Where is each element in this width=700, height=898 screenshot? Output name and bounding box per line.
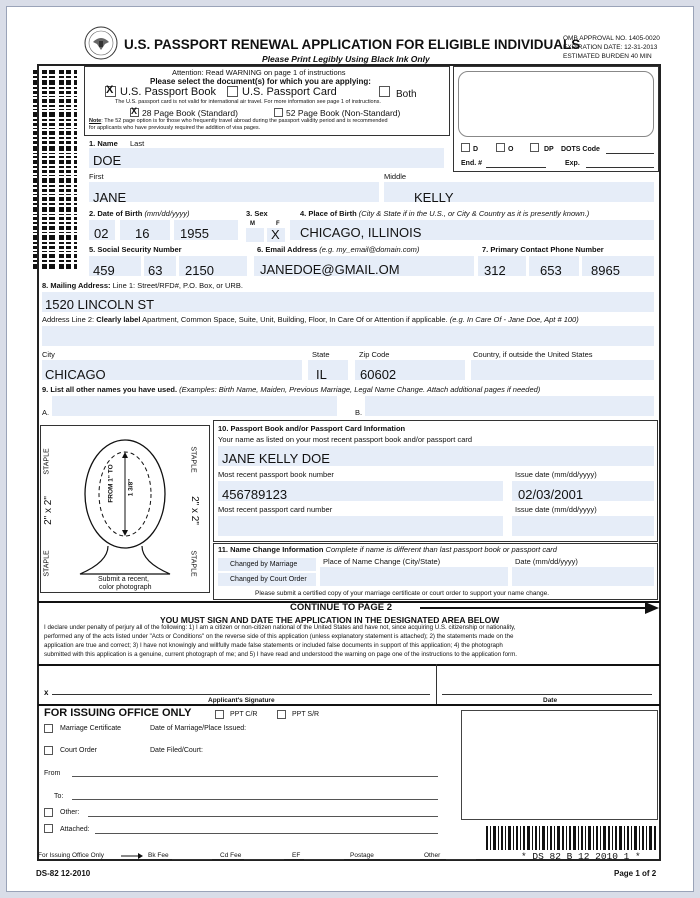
date-filed-label: Date Filed/Court:: [150, 747, 203, 754]
place-name-change-field[interactable]: [320, 567, 508, 586]
state-field[interactable]: [308, 360, 348, 380]
note-label: Note: [89, 118, 102, 124]
issuing-office-title: FOR ISSUING OFFICE ONLY: [44, 707, 192, 719]
continue-label: CONTINUE TO PAGE 2: [290, 602, 393, 613]
sex-value: X: [271, 227, 280, 242]
last-name-label: Last: [130, 139, 145, 148]
passport-book-number-value: 456789123: [222, 487, 288, 502]
address-line2-label-c: Apartment, Common Space, Suite, Unit, Building, Floor, In Care Of or Attention if applicable.: [142, 315, 448, 324]
from-line: [72, 776, 438, 777]
o-label: O: [508, 146, 514, 153]
book-option-note: [89, 118, 388, 124]
passport-book-mark: X: [106, 84, 114, 96]
marriage-cert-label: Marriage Certificate: [60, 725, 122, 732]
exp-label: Exp.: [565, 160, 580, 167]
zip-value: 60602: [360, 367, 397, 382]
state-label: State: [312, 350, 330, 359]
ef-line: [304, 859, 344, 860]
name-change-hint: Complete if name is different than last passport book or passport card: [325, 545, 557, 554]
both-label: Both: [396, 89, 417, 100]
court-order-label: Court Order: [60, 747, 97, 754]
ssn-part-3: 2150: [185, 263, 214, 278]
passport-name-value: JANE KELLY DOE: [222, 451, 330, 466]
first-name-label: First: [89, 172, 104, 181]
signature-bottom-border: [38, 704, 660, 706]
state-value: IL: [316, 367, 327, 382]
address-line2-field[interactable]: [42, 326, 654, 346]
email-value: JANEDOE@GMAIL.OM: [260, 262, 400, 277]
sex-label: 3. Sex: [246, 209, 268, 218]
address-line2-label-a: Address Line 2:: [42, 315, 95, 324]
form-title: U.S. PASSPORT RENEWAL APPLICATION FOR ELIGIBLE INDIVIDUALS: [124, 37, 581, 52]
country-label: Country, if outside the United States: [473, 350, 593, 359]
city-value: CHICAGO: [45, 367, 106, 382]
bk-fee-label: Bk Fee: [148, 852, 169, 859]
bottom-barcode-icon: [486, 826, 656, 850]
passport-card-label: U.S. Passport Card: [242, 86, 337, 98]
other-name-b-label: B.: [355, 408, 363, 417]
sex-f-label: F: [276, 221, 280, 227]
signature-line: [52, 694, 430, 695]
other-name-b-field[interactable]: [365, 396, 654, 416]
end-label: End. #: [461, 160, 483, 167]
selection-prompt: Please select the document(s) for which you are applying:: [150, 77, 371, 86]
date-label: Date: [543, 697, 558, 704]
omb-number: OMB APPROVAL NO. 1405-0020: [563, 35, 660, 42]
address-line1-hint: Line 1: Street/RFD#, P.O. Box, or URB.: [112, 281, 243, 290]
phone-label: 7. Primary Contact Phone Number: [482, 245, 604, 254]
signature-date-field[interactable]: [442, 668, 652, 694]
photo-size-left: 2" x 2": [42, 496, 54, 525]
pob-hint: (City & State if in the U.S., or City & Country as it is presently known.): [358, 209, 590, 218]
attention-note: Attention: Read WARNING on page 1 of instructions: [172, 68, 346, 77]
issuing-stamp-box: [461, 710, 658, 820]
first-name-value: JANE: [93, 190, 127, 205]
phone-area: 312: [484, 263, 506, 278]
expiration-date: EXPIRATION DATE: 12-31-2013: [563, 44, 658, 51]
staple-left-top: STAPLE: [43, 448, 51, 475]
phone-prefix: 653: [540, 263, 562, 278]
bk-fee-line: [172, 859, 212, 860]
place-name-change-label: Place of Name Change (City/State): [323, 557, 441, 566]
o-checkbox[interactable]: [496, 143, 505, 152]
other-label: Other:: [60, 809, 80, 816]
name-change-title-text: 11. Name Change Information: [218, 545, 324, 554]
signature-top-border: [38, 664, 660, 666]
passport-card-checkbox[interactable]: [227, 86, 238, 97]
dob-year: 1955: [180, 226, 209, 241]
ppt-cr-label: PPT C/R: [230, 711, 258, 718]
other-names-hint: (Examples: Birth Name, Maiden, Previous Marriage, Legal Name Change. Attach additional pages if needed): [179, 385, 541, 394]
ssn-part-1: 459: [93, 263, 115, 278]
other-names-label: [42, 385, 540, 394]
signature-date-divider: [436, 664, 437, 704]
attached-label: Attached:: [60, 826, 90, 833]
first-name-field[interactable]: [89, 182, 379, 202]
dots-code-label: DOTS Code: [561, 146, 600, 153]
page-number: Page 1 of 2: [614, 869, 657, 878]
photo-size-right: 2" x 2": [188, 496, 200, 525]
book-52-label: 52 Page Book (Non-Standard): [286, 108, 401, 118]
photo-head-outline-icon: [70, 434, 180, 584]
dots-code-line: [606, 153, 654, 154]
book-28-label: 28 Page Book (Standard): [142, 108, 238, 118]
book-28-mark: X: [131, 106, 138, 116]
signature-field[interactable]: [52, 668, 430, 694]
pob-label-text: 4. Place of Birth: [300, 209, 357, 218]
country-field[interactable]: [471, 360, 654, 380]
changed-by-marriage-label: Changed by Marriage: [230, 561, 298, 568]
barcode-text: * DS 82 B 12 2010 1 *: [521, 851, 641, 862]
ppt-cr-checkbox[interactable]: [215, 710, 224, 719]
dob-day: 16: [135, 226, 150, 241]
d-label: D: [473, 146, 479, 153]
other-name-a-label: A.: [42, 408, 50, 417]
book-52-checkbox[interactable]: [274, 108, 283, 117]
end-line: [486, 167, 546, 168]
fees-office-label: For Issuing Office Only: [38, 852, 104, 859]
card-note: The U.S. passport card is not valid for international air travel. For more information see page 1 of instructions.: [115, 99, 381, 105]
ppt-sr-checkbox[interactable]: [277, 710, 286, 719]
ppt-sr-label: PPT S/R: [292, 711, 320, 718]
signature-label: Applicant's Signature: [208, 697, 275, 704]
book-option-note-2: for applicants who have previously required the addition of visa pages.: [89, 125, 261, 131]
d-checkbox[interactable]: [461, 143, 470, 152]
declaration-line-4: submitted with this application is a genuine, current photograph of me; and 5) I have read and understood the warning on page one of the instructions to the application form.: [44, 651, 517, 658]
continue-arrow-line: [420, 607, 648, 609]
state-department-seal-icon: [84, 26, 118, 60]
changed-by-court-label: Changed by Court Order: [230, 576, 307, 583]
passport-book-label: U.S. Passport Book: [120, 86, 216, 98]
continue-arrow-icon: [645, 602, 659, 614]
declaration-line-3: application are true and correct; 3) I have not knowingly and willfully made false statements or included false documents in support of this application; 4) the photograph: [44, 642, 503, 649]
email-label: [257, 245, 419, 254]
book-issue-date-label: Issue date (mm/dd/yyyy): [515, 470, 597, 479]
passport-card-number-field[interactable]: [218, 516, 503, 536]
name-change-date-field[interactable]: [512, 567, 654, 586]
form-number: DS-82 12-2010: [36, 869, 91, 878]
sex-m-field[interactable]: [246, 228, 264, 242]
dob-format: (mm/dd/yyyy): [144, 209, 190, 218]
date-marriage-label: Date of Marriage/Place Issued:: [150, 725, 247, 732]
from-label: From: [44, 770, 61, 777]
passport-book-number-label: Most recent passport book number: [218, 470, 334, 479]
mailing-address-label-text: 8. Mailing Address:: [42, 281, 111, 290]
sex-m-label: M: [250, 221, 255, 227]
cd-fee-line: [244, 859, 284, 860]
date-line: [442, 694, 652, 695]
address-line2-label: [42, 315, 579, 324]
other-line: [88, 816, 438, 817]
cd-fee-label: Cd Fee: [220, 852, 242, 859]
estimated-burden: ESTIMATED BURDEN 40 MIN: [563, 53, 652, 60]
email-label-text: 6. Email Address: [257, 245, 318, 254]
other-fee-label: Other: [424, 852, 441, 859]
form-subtitle: Please Print Legibly Using Black Ink Only: [262, 54, 430, 64]
staple-right-bottom: STAPLE: [189, 550, 197, 577]
other-checkbox[interactable]: [44, 808, 53, 817]
passport-name-label: Your name as listed on your most recent passport book and/or passport card: [218, 435, 473, 444]
ssn-label: 5. Social Security Number: [89, 245, 182, 254]
pob-label: [300, 209, 589, 218]
to-label: To:: [54, 793, 64, 800]
dp-label: DP: [544, 146, 554, 153]
attached-line: [95, 833, 438, 834]
declaration-line-2: performed any of the acts listed under "Acts or Conditions" on the reverse side of this application (unless explanatory statement is attached); 2) the statements made on the: [44, 633, 514, 640]
last-name-value: DOE: [93, 153, 122, 168]
ssn-part-2: 63: [148, 263, 163, 278]
middle-name-label: Middle: [384, 172, 407, 181]
photo-caption-2: color photograph: [99, 584, 152, 591]
marriage-cert-checkbox[interactable]: [44, 724, 53, 733]
address-line2-label-b: Clearly label: [96, 315, 141, 324]
address-line2-example: (e.g. In Care Of - Jane Doe, Apt # 100): [449, 315, 579, 324]
dob-label-text: 2. Date of Birth: [89, 209, 143, 218]
staple-left-bottom: STAPLE: [43, 550, 51, 577]
passport-info-title: 10. Passport Book and/or Passport Card Information: [218, 424, 406, 433]
dp-checkbox[interactable]: [530, 143, 539, 152]
other-name-a-field[interactable]: [52, 396, 337, 416]
card-issue-date-field[interactable]: [512, 516, 654, 536]
court-order-checkbox[interactable]: [44, 746, 53, 755]
signature-x: x: [44, 688, 49, 697]
both-checkbox[interactable]: [379, 86, 390, 97]
declaration-title: YOU MUST SIGN AND DATE THE APPLICATION IN THE DESIGNATED AREA BELOW: [160, 615, 500, 625]
zip-label: Zip Code: [359, 350, 390, 359]
email-hint: (e.g. my_email@domain.com): [319, 245, 420, 254]
photo-from-text: FROM 1" TO: [107, 464, 115, 503]
mailing-address-label: [42, 281, 243, 290]
to-line: [72, 799, 438, 800]
name-change-note: Please submit a certified copy of your marriage certificate or court order to support your name change.: [255, 590, 550, 597]
postage-label: Postage: [350, 852, 374, 859]
name-label: 1. Name: [89, 139, 118, 148]
postage-line: [380, 859, 420, 860]
pob-value: CHICAGO, ILLINOIS: [300, 225, 422, 240]
middle-name-value: KELLY: [414, 190, 454, 205]
dob-label: [89, 209, 189, 218]
note-text: : The 52 page option is for those who frequently travel abroad during the passport validity period and is recommended: [101, 118, 388, 124]
attached-checkbox[interactable]: [44, 824, 53, 833]
other-names-label-text: 9. List all other names you have used.: [42, 385, 178, 394]
other-fee-line: [446, 859, 476, 860]
address-line1-value: 1520 LINCOLN ST: [45, 297, 155, 312]
staple-right-top: STAPLE: [189, 446, 197, 473]
phone-line: 8965: [591, 263, 620, 278]
name-change-date-label: Date (mm/dd/yyyy): [515, 557, 578, 566]
card-issue-date-label: Issue date (mm/dd/yyyy): [515, 505, 597, 514]
photo-size-range: 1 3/8": [127, 478, 135, 497]
fees-arrow-icon: [121, 853, 143, 859]
book-issue-date-value: 02/03/2001: [518, 487, 584, 502]
dob-month: 02: [94, 226, 109, 241]
name-change-title: [218, 545, 557, 554]
declaration-line-1: I declare under penalty of perjury all of the following: 1) I am a citizen or non-citizen national of the United States and have not, since acquiring U.S. citizenship or nationality,: [44, 624, 516, 631]
exp-line: [586, 167, 654, 168]
ef-label: EF: [292, 852, 301, 859]
photo-caption-1: Submit a recent,: [98, 576, 149, 583]
city-label: City: [42, 350, 55, 359]
passport-card-number-label: Most recent passport card number: [218, 505, 333, 514]
last-name-field[interactable]: [89, 148, 444, 168]
office-stamp-area: [458, 71, 654, 137]
